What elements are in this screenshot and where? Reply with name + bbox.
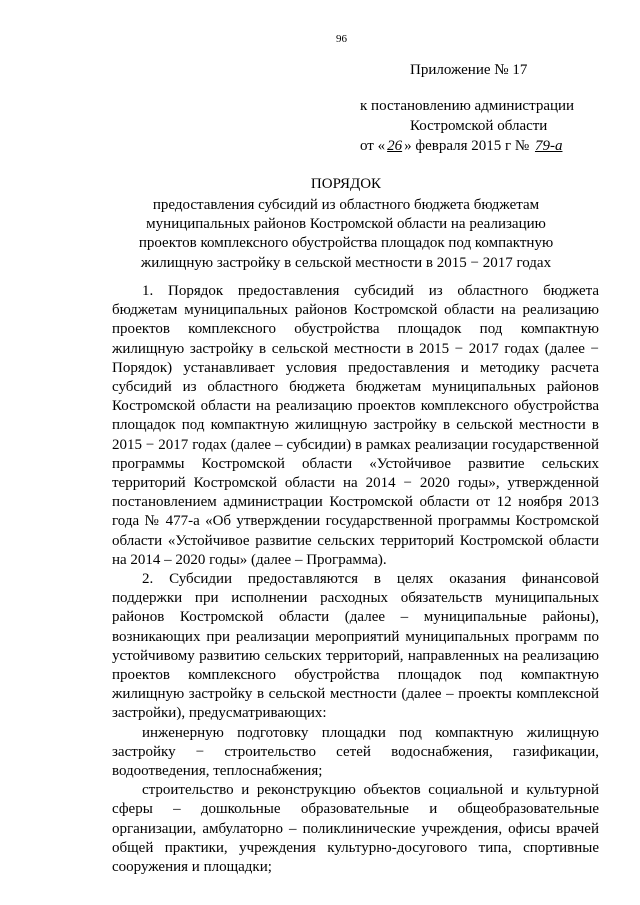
paragraph-3: инженерную подготовку площадки под компактную жилищную застройку − строительство сетей водоснабжения, газификации, водоотведения, теплоснабжения; <box>112 724 599 780</box>
appendix-label: Приложение № 17 <box>410 62 528 78</box>
date-day: 26 <box>387 138 403 154</box>
paragraph-4: строительство и реконструкцию объектов социальной и культурной сферы – дошкольные образовательные и общеобразовательные организации, амбулаторно – поликлинические учреждения, офисы врачей общей практики, учреждения культурно-досугового типа, спортивные сооружения и площадки; <box>112 782 599 876</box>
document-title: ПОРЯДОК <box>310 176 382 192</box>
resolution-line-1: к постановлению администрации <box>360 98 575 114</box>
resolution-date-line <box>360 138 564 155</box>
paragraph-1: 1. Порядок предоставления субсидий из областного бюджета бюджетам муниципальных районов Костромской области на реализацию проектов комплексного обустройства площадок под компактную жилищную застройку в сельской местности в 2015 − 2017 годах (далее − Порядок) устанавливает условия предоставления и методику расчета субсидий из областного бюджета бюджетам муниципальных районов Костромской области на реализацию проектов комплексного обустройства площадок под компактную жилищную застройку в сельской местности в 2015 − 2017 годах (далее – субсидии) в рамках реализации государственной программы Костромской области «Устойчивое развитие сельских территорий Костромской области на 2014 − 2020 годы», утвержденной постановлением администрации Костромской области от 12 ноября 2013 года № 477-а «Об утверждении государственной программы Костромской области «Устойчивое развитие сельских территорий Костромской области на 2014 – 2020 годы» (далее – Программа). <box>112 283 599 568</box>
resolution-number: 79-а <box>534 138 563 154</box>
document-body <box>112 282 599 877</box>
paragraph-2: 2. Субсидии предоставляются в целях оказания финансовой поддержки при исполнении расходных обязательств муниципальных районов Костромской области (далее – муниципальные районы), возникающих при реализации мероприятий муниципальных программ по устойчивому развитию сельских территорий, направленных на реализацию проектов комплексного обустройства площадок под компактную жилищную застройку в сельской местности (далее – проекты комплексной застройки), предусматривающих: <box>112 571 599 722</box>
resolution-line-2: Костромской области <box>410 118 548 134</box>
date-prefix: от « <box>360 138 386 154</box>
date-month-year: » февраля 2015 г № <box>404 138 530 154</box>
page-number: 96 <box>336 33 347 45</box>
document-subtitle: предоставления субсидий из областного бюджета бюджетам муниципальных районов Костромской области на реализацию проектов комплексного обустройства площадок под компактную жилищную застройку в сельской местности в 2015 − 2017 годах <box>138 197 554 271</box>
